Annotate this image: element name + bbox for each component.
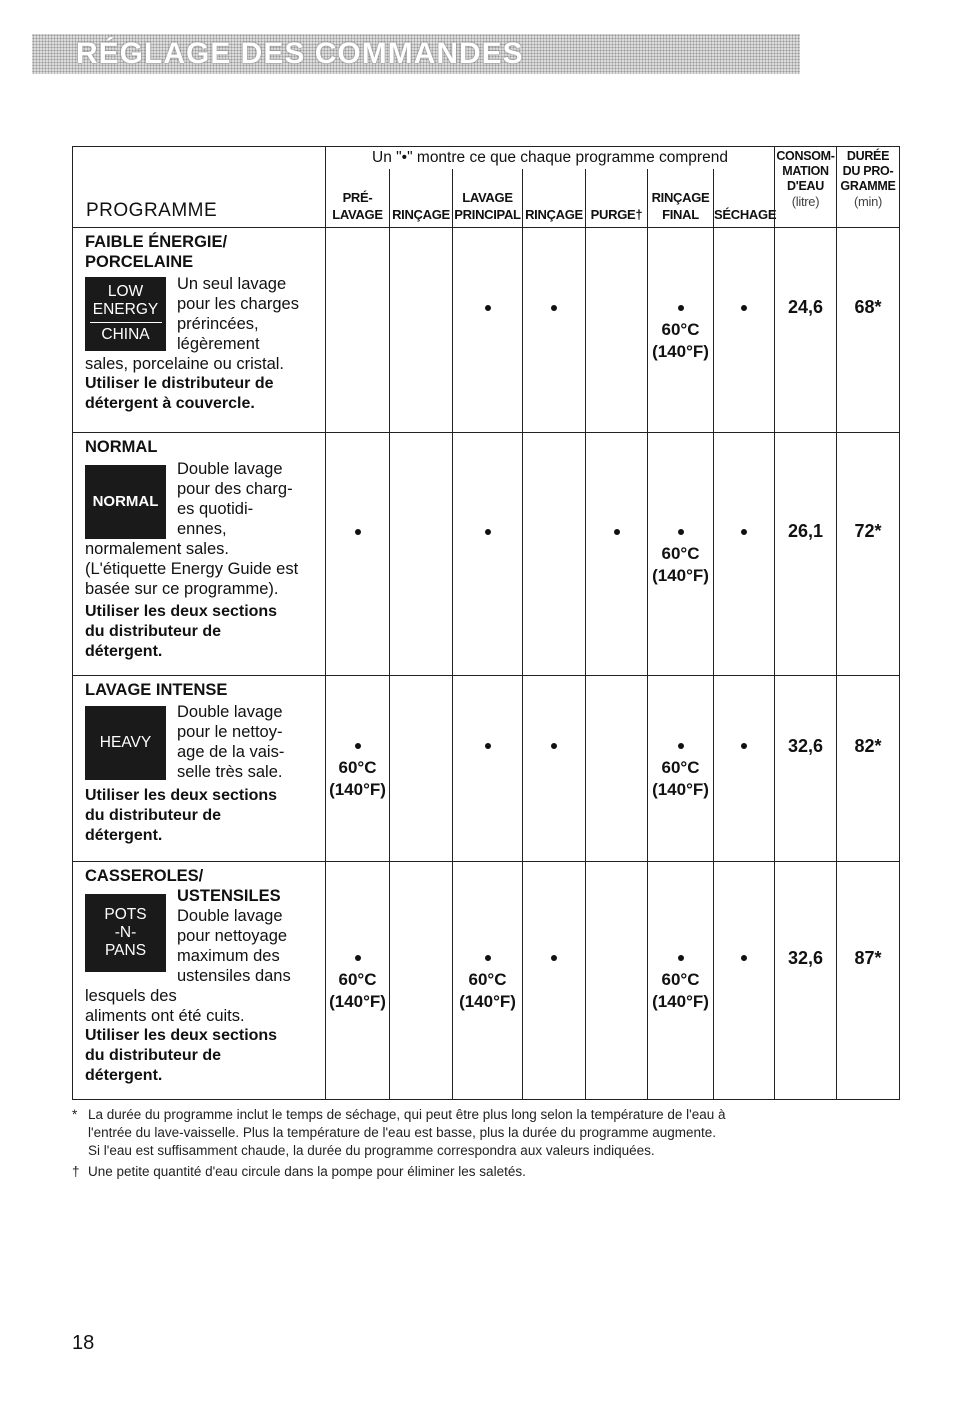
included-dot-icon — [741, 529, 747, 535]
banner-title: RÉGLAGE DES COMMANDES — [76, 37, 524, 70]
water-value: 32,6 — [775, 861, 837, 1099]
included-dot-icon — [678, 743, 684, 749]
badge-text: CHINA — [101, 326, 150, 343]
cell-prewash — [326, 432, 390, 675]
table-row — [73, 861, 900, 1099]
included-dot-icon — [485, 743, 491, 749]
badge-text: HEAVY — [99, 733, 152, 751]
footnotes — [72, 1106, 872, 1181]
water-value: 26,1 — [775, 432, 837, 675]
cell-rinse-2 — [523, 432, 586, 675]
temperature: 60°C (140°F) — [652, 319, 709, 361]
program-description: Double lavage pour des charg- es quotidi- ennes, — [177, 459, 293, 538]
normal-icon — [85, 465, 166, 539]
cell-main-wash — [453, 227, 523, 432]
table-row — [73, 675, 900, 861]
page-number: 18 — [72, 1332, 95, 1354]
low-energy-china-icon — [85, 277, 166, 351]
program-description-continued: sales, porcelaine ou cristal. — [85, 354, 285, 373]
program-title: CASSEROLES/ — [85, 866, 204, 885]
cell-dry — [714, 432, 775, 675]
temperature: 60°C (140°F) — [652, 758, 709, 799]
table-row — [73, 227, 900, 432]
footnote-marker: * — [72, 1107, 78, 1122]
col-rinse-2: RINÇAGE — [523, 169, 586, 227]
cell-purge — [586, 227, 648, 432]
cell-final-rinse — [648, 227, 714, 432]
cell-rinse-2 — [523, 675, 586, 861]
included-dot-icon — [614, 529, 620, 535]
cell-prewash — [326, 861, 390, 1099]
col-purge: PURGE† — [586, 169, 648, 227]
water-header-label: CONSOM- MATION D'EAU — [776, 149, 835, 193]
duration-unit: (min) — [853, 194, 883, 209]
included-dot-icon — [485, 305, 491, 311]
included-dot-icon — [355, 529, 361, 535]
cell-main-wash — [453, 675, 523, 861]
cell-purge — [586, 675, 648, 861]
program-title: LAVAGE INTENSE — [85, 680, 228, 699]
program-title: FAIBLE ÉNERGIE/ PORCELAINE — [85, 232, 228, 271]
included-dot-icon — [678, 955, 684, 961]
section-banner — [32, 34, 800, 74]
badge-text: ENERGY — [92, 301, 159, 318]
badge-divider — [90, 322, 162, 323]
cell-dry — [714, 675, 775, 861]
cell-final-rinse — [648, 432, 714, 675]
program-description-continued: normalement sales. (L'étiquette Energy Guide est basée sur ce programme). — [85, 539, 299, 598]
duration-value: 72* — [837, 432, 900, 675]
detergent-instruction: Utiliser les deux sections du distributeur de détergent. — [85, 602, 278, 660]
program-cell — [73, 861, 326, 1099]
cell-dry — [714, 861, 775, 1099]
temperature: 60°C (140°F) — [652, 970, 709, 1011]
included-dot-icon — [741, 955, 747, 961]
badge-text: NORMAL — [92, 492, 159, 510]
duration-value: 87* — [837, 861, 900, 1099]
water-unit: (litre) — [791, 194, 820, 209]
included-dot-icon — [355, 743, 361, 749]
duration-value: 82* — [837, 675, 900, 861]
detergent-instruction: Utiliser le distributeur de détergent à couvercle. — [85, 374, 274, 412]
program-table — [72, 146, 900, 1100]
legend-note: Un "•" montre ce que chaque programme comprend — [326, 147, 775, 170]
program-title: NORMAL — [85, 437, 158, 456]
col-prewash: PRÉ- LAVAGE — [326, 169, 390, 227]
cell-main-wash — [453, 861, 523, 1099]
cell-dry — [714, 227, 775, 432]
program-title-continued: USTENSILES — [177, 886, 281, 905]
included-dot-icon — [485, 955, 491, 961]
program-description: Double lavage pour nettoyage maximum des ustensiles dans — [177, 906, 291, 985]
footnote-dagger — [72, 1163, 872, 1181]
program-description-continued: lesquels des aliments ont été cuits. — [85, 986, 245, 1025]
detergent-instruction: Utiliser les deux sections du distributeur de détergent. — [85, 786, 278, 844]
included-dot-icon — [551, 955, 557, 961]
cell-rinse — [390, 861, 453, 1099]
included-dot-icon — [741, 305, 747, 311]
col-rinse: RINÇAGE — [390, 169, 453, 227]
cell-rinse — [390, 432, 453, 675]
included-dot-icon — [741, 743, 747, 749]
col-main-wash: LAVAGE PRINCIPAL — [453, 169, 523, 227]
program-cell — [73, 675, 326, 861]
program-column-header: PROGRAMME — [73, 147, 326, 228]
cell-main-wash — [453, 432, 523, 675]
cell-purge — [586, 861, 648, 1099]
included-dot-icon — [678, 305, 684, 311]
footnote-text: La durée du programme inclut le temps de séchage, qui peut être plus long selon la température de l'eau à l'entrée du lave-vaisselle. Plus la température de l'eau est basse, plus la durée du programme augmente. Si l'eau est suffisamment chaude, la durée du programme correspondra aux valeurs indiquées. — [88, 1107, 726, 1158]
footnote-marker: † — [72, 1164, 80, 1179]
included-dot-icon — [551, 743, 557, 749]
detergent-instruction: Utiliser les deux sections du distributeur de détergent. — [85, 1026, 278, 1084]
duration-value: 68* — [837, 227, 900, 432]
badge-text: POTS — [104, 905, 147, 923]
duration-header — [837, 147, 900, 228]
heavy-icon — [85, 706, 166, 780]
col-final-rinse: RINÇAGE FINAL — [648, 169, 714, 227]
pots-n-pans-icon — [85, 894, 166, 972]
program-description: Un seul lavage pour les charges prérincées, légèrement — [177, 274, 299, 353]
badge-text: LOW — [107, 283, 144, 300]
cell-final-rinse — [648, 675, 714, 861]
included-dot-icon — [551, 305, 557, 311]
cell-final-rinse — [648, 861, 714, 1099]
water-consumption-header — [775, 147, 837, 228]
cell-rinse-2 — [523, 861, 586, 1099]
badge-text: PANS — [104, 941, 147, 959]
duration-header-label: DURÉE DU PRO- GRAMME — [840, 149, 896, 193]
temperature: 60°C (140°F) — [459, 970, 516, 1011]
temperature: 60°C (140°F) — [652, 543, 709, 585]
temperature: 60°C (140°F) — [329, 758, 386, 799]
table-row — [73, 432, 900, 675]
badge-text: -N- — [114, 923, 137, 941]
cell-purge — [586, 432, 648, 675]
included-dot-icon — [485, 529, 491, 535]
program-description: Double lavage pour le nettoy- age de la vais- selle très sale. — [177, 702, 285, 781]
included-dot-icon — [355, 955, 361, 961]
water-value: 24,6 — [775, 227, 837, 432]
cell-rinse — [390, 675, 453, 861]
included-dot-icon — [678, 529, 684, 535]
cell-rinse-2 — [523, 227, 586, 432]
cell-prewash — [326, 227, 390, 432]
temperature: 60°C (140°F) — [329, 970, 386, 1011]
water-value: 32,6 — [775, 675, 837, 861]
program-cell — [73, 227, 326, 432]
col-dry: SÉCHAGE — [714, 169, 775, 227]
cell-rinse — [390, 227, 453, 432]
cell-prewash — [326, 675, 390, 861]
program-cell — [73, 432, 326, 675]
footnote-star — [72, 1106, 872, 1160]
footnote-text: Une petite quantité d'eau circule dans la pompe pour éliminer les saletés. — [88, 1164, 526, 1179]
